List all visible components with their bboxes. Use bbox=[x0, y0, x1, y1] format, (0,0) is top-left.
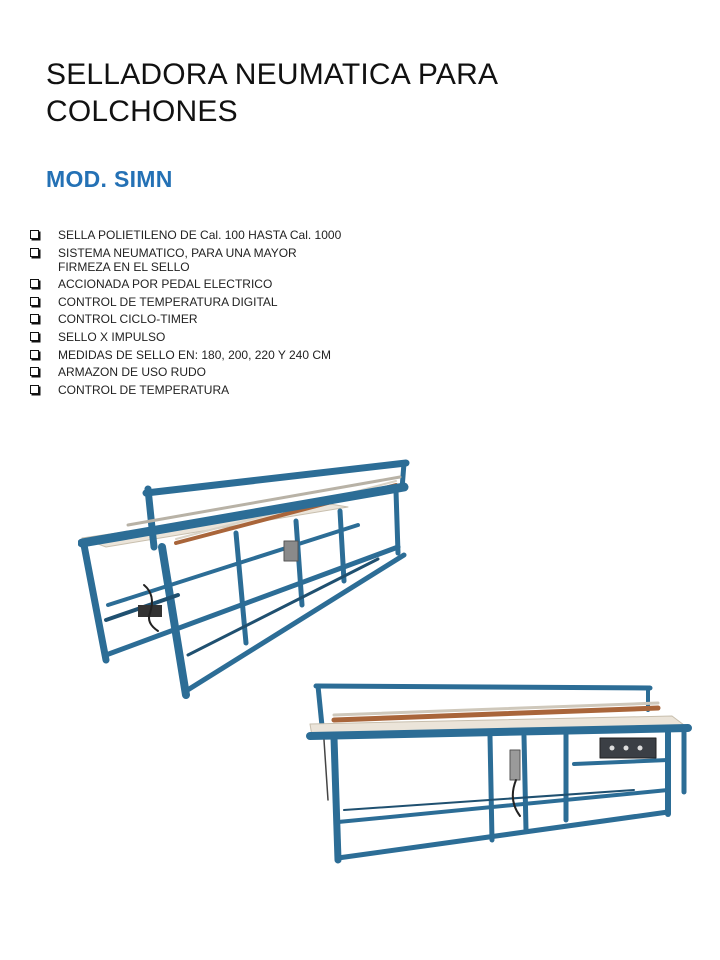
checkbox-bullet-icon bbox=[30, 367, 39, 376]
machine-photo-front bbox=[304, 680, 694, 866]
feature-text: SELLA POLIETILENO DE Cal. 100 HASTA Cal. 1000 bbox=[58, 228, 342, 242]
feature-text: ARMAZON DE USO RUDO bbox=[58, 365, 207, 380]
checkbox-bullet-icon bbox=[30, 385, 39, 394]
feature-text-continued: FIRMEZA EN EL SELLO bbox=[58, 259, 190, 274]
machine-photo-perspective bbox=[78, 455, 414, 703]
feature-item bbox=[28, 246, 388, 274]
checkbox-bullet-icon bbox=[30, 297, 39, 306]
feature-list bbox=[28, 228, 388, 400]
checkbox-bullet-icon bbox=[30, 332, 39, 341]
checkbox-bullet-icon bbox=[30, 279, 39, 288]
feature-item bbox=[28, 277, 388, 291]
feature-text: SISTEMA NEUMATICO, PARA UNA MAYOR bbox=[58, 245, 297, 260]
feature-item bbox=[28, 365, 388, 379]
feature-item bbox=[28, 295, 388, 309]
feature-item bbox=[28, 228, 388, 242]
feature-item bbox=[28, 383, 388, 397]
feature-item bbox=[28, 330, 388, 344]
feature-item bbox=[28, 348, 388, 362]
feature-text: MEDIDAS DE SELLO EN: 180, 200, 220 Y 240 CM bbox=[58, 347, 332, 362]
feature-text: CONTROL CICLO-TIMER bbox=[58, 312, 198, 327]
checkbox-bullet-icon bbox=[30, 350, 39, 359]
model-label: MOD. SIMN bbox=[46, 166, 173, 192]
checkbox-bullet-icon bbox=[30, 230, 39, 239]
title-line-1: SELLADORA NEUMATICA PARA bbox=[46, 58, 499, 91]
feature-text: CONTROL DE TEMPERATURA bbox=[58, 382, 230, 397]
checkbox-bullet-icon bbox=[30, 248, 39, 257]
feature-text: CONTROL DE TEMPERATURA DIGITAL bbox=[58, 294, 278, 309]
checkbox-bullet-icon bbox=[30, 314, 39, 323]
title-line-2: COLCHONES bbox=[46, 95, 238, 128]
feature-text: ACCIONADA POR PEDAL ELECTRICO bbox=[58, 277, 273, 292]
feature-item bbox=[28, 312, 388, 326]
page-title bbox=[46, 56, 666, 130]
feature-text: SELLO X IMPULSO bbox=[58, 329, 166, 344]
